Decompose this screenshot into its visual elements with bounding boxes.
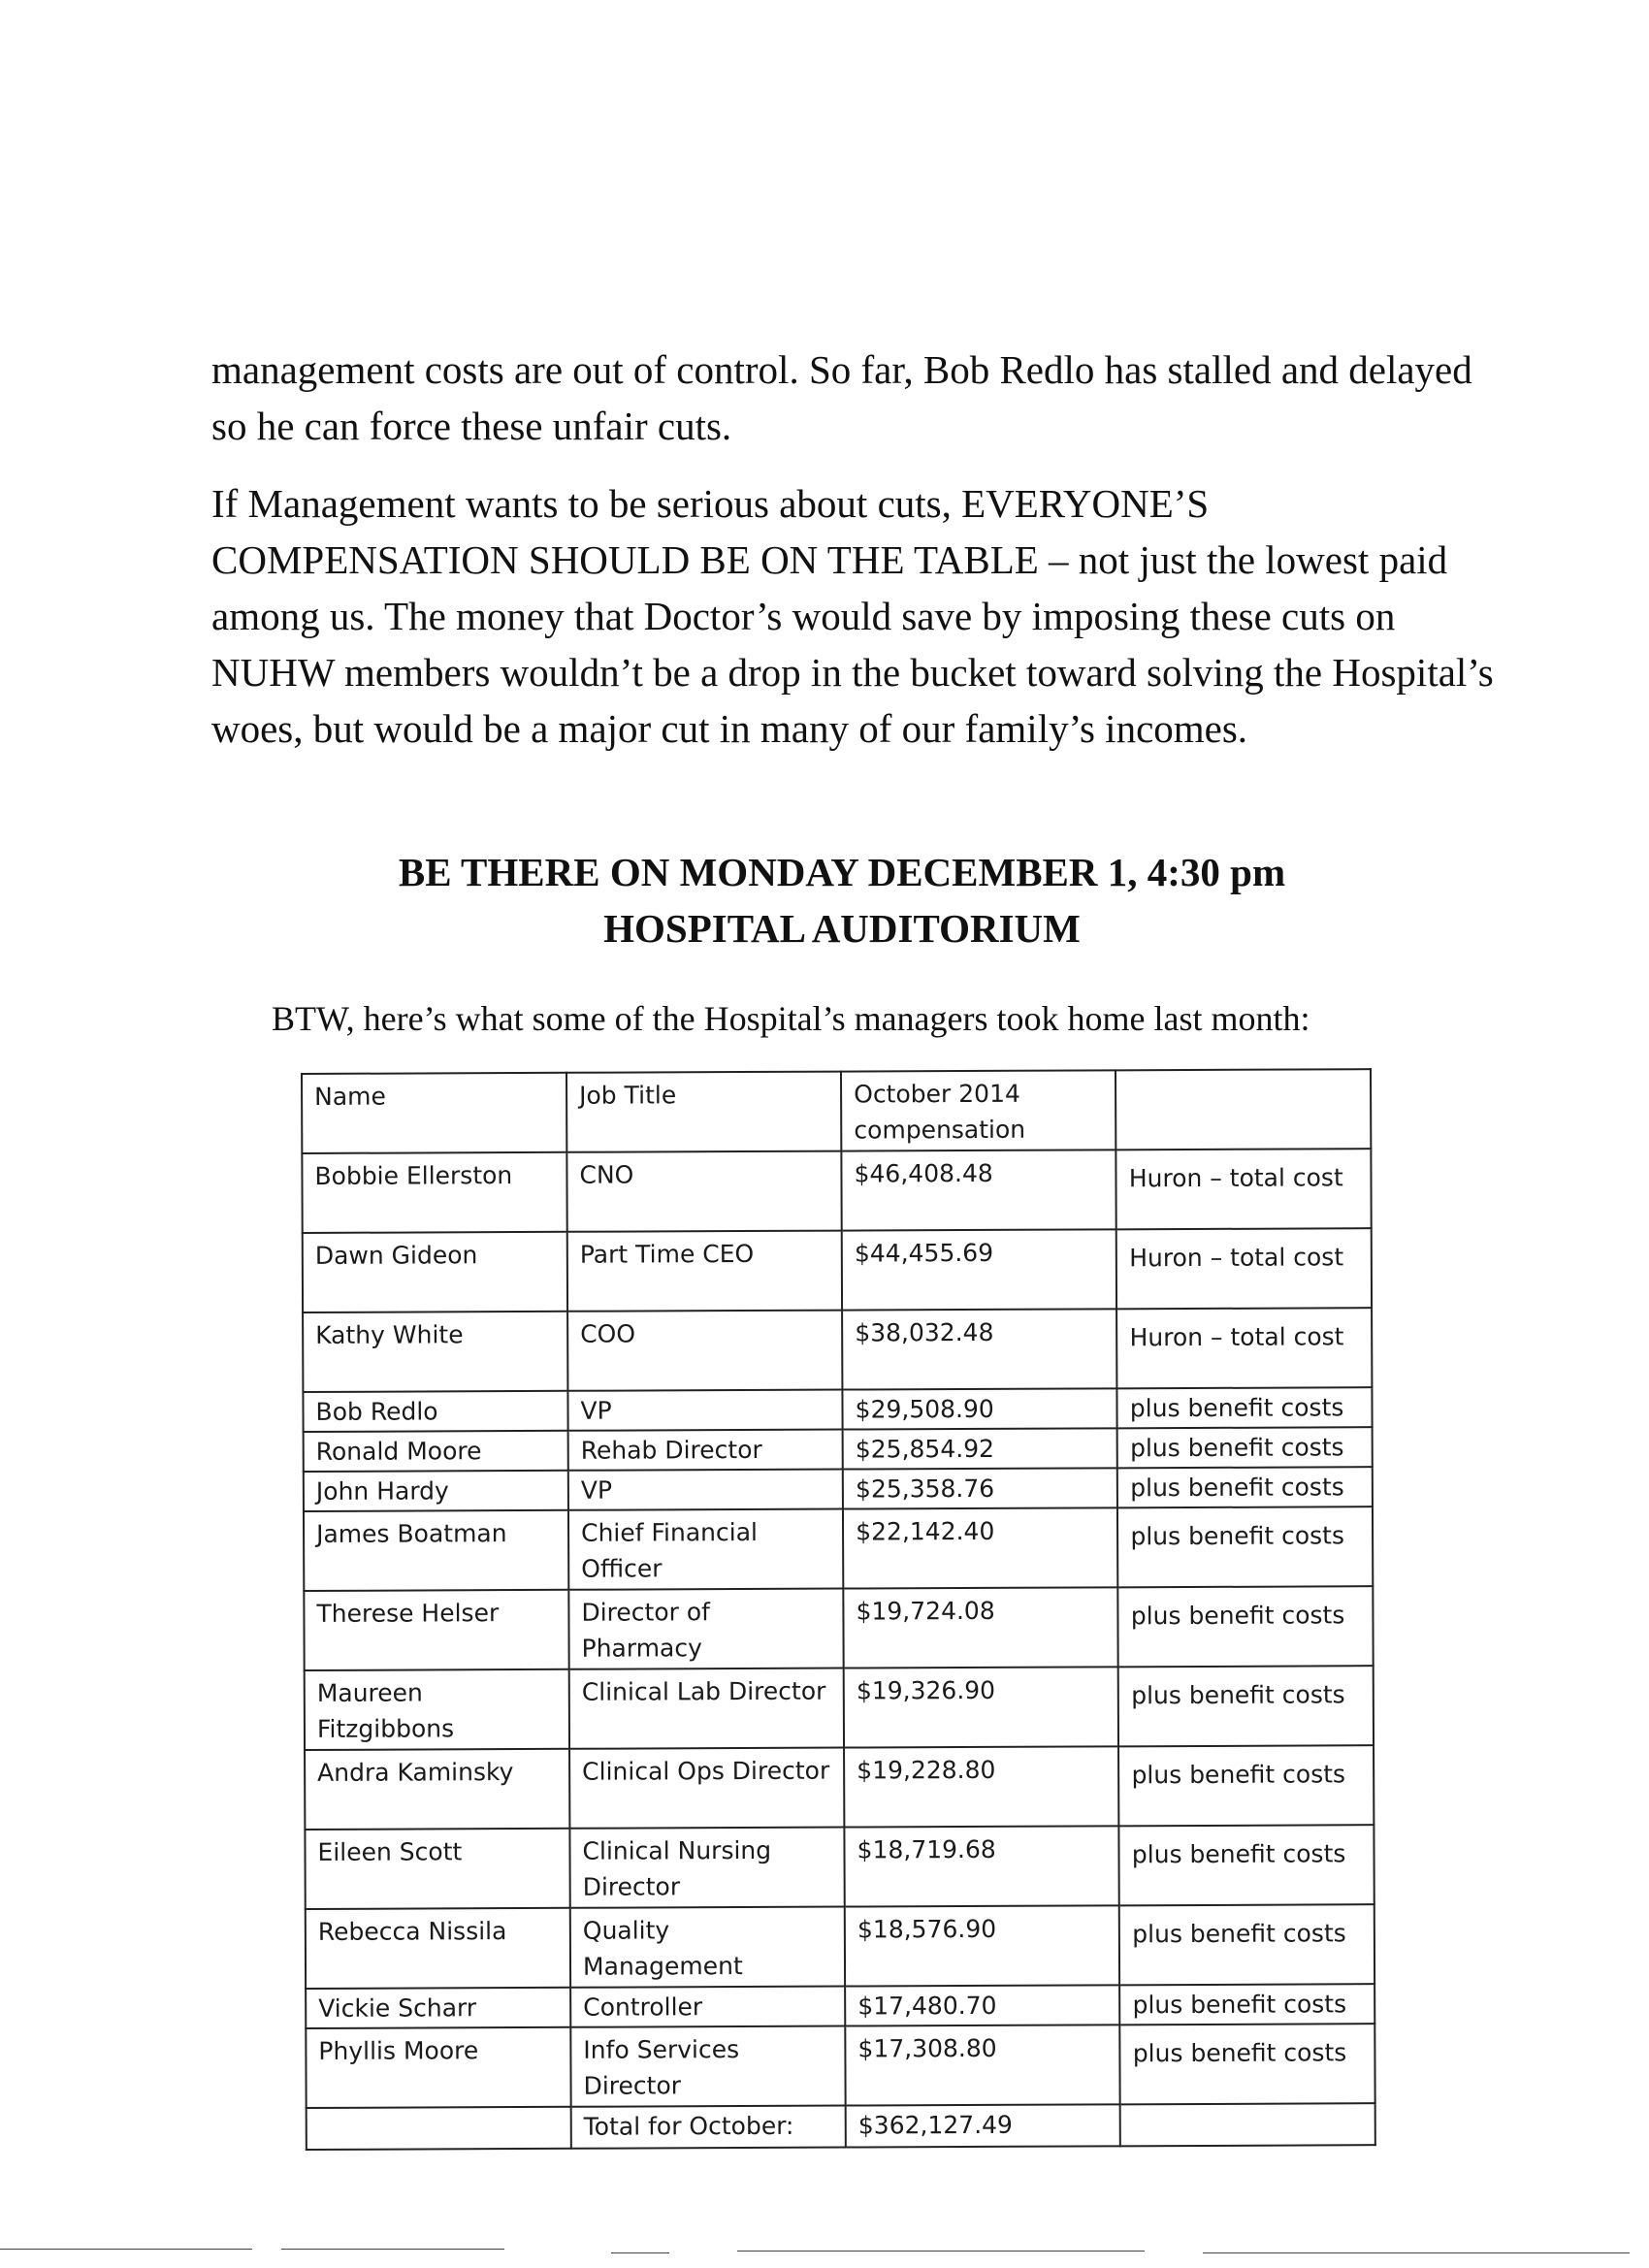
- cell-compensation: $17,480.70: [845, 1985, 1119, 2025]
- table-row: [304, 1467, 1373, 1511]
- cell-name: Rebecca Nissila: [306, 1908, 570, 1989]
- cell-name: Phyllis Moore: [306, 2027, 570, 2108]
- cell-note: Huron – total cost: [1116, 1308, 1372, 1388]
- table-row: [306, 2024, 1374, 2108]
- cell-compensation: $19,326.90: [844, 1667, 1119, 1747]
- paragraph-compensation: If Management wants to be serious about cuts, EVERYONE’S COMPENSATION SHOULD BE ON THE TABLE – not just the lowest paid among us. The money that Doctor’s would save by imposing these cuts on NUHW members wouldn’t be a drop in the bucket toward solving the Hospital’s woes, but would be a major cut in many of our family’s incomes.: [211, 481, 1494, 751]
- cell-note: plus benefit costs: [1117, 1467, 1373, 1507]
- cell-job-title: Info Services Director: [570, 2026, 845, 2107]
- cell-name: Vickie Scharr: [306, 1988, 570, 2028]
- cell-job-title: Controller: [570, 1987, 845, 2027]
- scan-artifact-line: [1203, 2252, 1630, 2253]
- cell-job-title: VP: [568, 1470, 843, 1510]
- table-row: [303, 1308, 1372, 1392]
- cell-note: plus benefit costs: [1117, 1387, 1373, 1428]
- table-row: [303, 1228, 1372, 1312]
- cell-note: plus benefit costs: [1118, 1586, 1374, 1667]
- cell-compensation: $19,724.08: [843, 1587, 1118, 1668]
- meeting-heading-date: BE THERE ON MONDAY DECEMBER 1, 4:30 pm: [398, 850, 1286, 894]
- cell-note: plus benefit costs: [1117, 1507, 1373, 1587]
- cell-name: Therese Helser: [304, 1590, 568, 1670]
- cell-name: John Hardy: [304, 1471, 568, 1511]
- table-row: [302, 1149, 1371, 1233]
- cell-empty: [307, 2107, 571, 2150]
- cell-note: Huron – total cost: [1116, 1149, 1372, 1229]
- cell-compensation: $44,455.69: [842, 1229, 1117, 1310]
- cell-job-title: Part Time CEO: [567, 1231, 842, 1312]
- total-label: Total for October:: [571, 2106, 846, 2149]
- cell-name: Andra Kaminsky: [305, 1749, 569, 1830]
- cell-compensation: $29,508.90: [843, 1388, 1117, 1429]
- cell-note: plus benefit costs: [1120, 2024, 1375, 2104]
- scan-artifact-line: [737, 2251, 1145, 2252]
- meeting-heading-location: HOSPITAL AUDITORIUM: [603, 906, 1081, 951]
- cell-name: Dawn Gideon: [303, 1232, 567, 1312]
- table-row: [305, 1825, 1374, 1909]
- cell-job-title: VP: [567, 1390, 842, 1431]
- cell-compensation: $19,228.80: [844, 1746, 1119, 1827]
- cell-job-title: Director of Pharmacy: [568, 1589, 843, 1669]
- table-row: [306, 1984, 1374, 2028]
- cell-job-title: Chief Financial Officer: [568, 1509, 843, 1590]
- cell-job-title: Rehab Director: [568, 1430, 843, 1471]
- cell-note: plus benefit costs: [1119, 1904, 1374, 1985]
- cell-note: plus benefit costs: [1117, 1427, 1373, 1468]
- cell-name: Maureen Fitzgibbons: [305, 1669, 569, 1750]
- cell-empty: [1120, 2103, 1375, 2146]
- cell-job-title: COO: [567, 1311, 842, 1391]
- cell-job-title: Clinical Lab Director: [569, 1669, 844, 1749]
- table-intro: BTW, here’s what some of the Hospital’s managers took home last month:: [272, 999, 1310, 1038]
- table-row: [305, 1666, 1374, 1750]
- cell-compensation: $46,408.48: [841, 1150, 1116, 1230]
- table-row: [304, 1586, 1373, 1670]
- cell-compensation: $22,142.40: [843, 1507, 1118, 1588]
- cell-name: Bobbie Ellerston: [302, 1152, 566, 1233]
- header-note: [1116, 1069, 1371, 1150]
- table-row: [303, 1387, 1372, 1432]
- total-amount: $362,127.49: [846, 2104, 1120, 2147]
- table-header-row: [302, 1069, 1371, 1153]
- cell-job-title: Clinical Nursing Director: [569, 1828, 844, 1908]
- cell-note: plus benefit costs: [1119, 1984, 1374, 2025]
- cell-note: plus benefit costs: [1118, 1745, 1374, 1826]
- cell-compensation: $17,308.80: [845, 2025, 1120, 2105]
- compensation-table: [301, 1068, 1376, 2151]
- cell-job-title: CNO: [566, 1151, 841, 1232]
- table-row: [304, 1427, 1373, 1472]
- cell-compensation: $38,032.48: [842, 1309, 1117, 1389]
- cell-name: Bob Redlo: [303, 1391, 567, 1432]
- header-compensation: October 2014 compensation: [841, 1070, 1116, 1150]
- cell-name: Kathy White: [303, 1312, 567, 1392]
- paragraph-management-costs: management costs are out of control. So far, Bob Redlo has stalled and delayed so he can force these unfair cuts.: [211, 347, 1472, 448]
- scan-artifact-line: [281, 2249, 504, 2250]
- cell-compensation: $25,854.92: [843, 1428, 1117, 1469]
- table-row: [306, 1904, 1374, 1989]
- cell-note: plus benefit costs: [1119, 1825, 1374, 1905]
- table-total-row: [307, 2103, 1375, 2150]
- table-row: [304, 1507, 1373, 1591]
- cell-name: Ronald Moore: [304, 1431, 568, 1472]
- cell-compensation: $18,719.68: [845, 1826, 1120, 1906]
- header-job-title: Job Title: [566, 1072, 841, 1152]
- cell-name: Eileen Scott: [305, 1829, 569, 1909]
- cell-name: James Boatman: [304, 1510, 568, 1591]
- header-name: Name: [302, 1073, 566, 1153]
- cell-note: Huron – total cost: [1116, 1228, 1372, 1309]
- cell-compensation: $18,576.90: [845, 1905, 1120, 1986]
- table-row: [305, 1745, 1374, 1830]
- cell-compensation: $25,358.76: [843, 1468, 1117, 1508]
- scan-artifact-line: [611, 2252, 669, 2253]
- cell-job-title: Quality Management: [570, 1907, 845, 1988]
- cell-job-title: Clinical Ops Director: [569, 1748, 844, 1829]
- cell-note: plus benefit costs: [1118, 1666, 1374, 1746]
- scan-artifact-line: [0, 2249, 252, 2250]
